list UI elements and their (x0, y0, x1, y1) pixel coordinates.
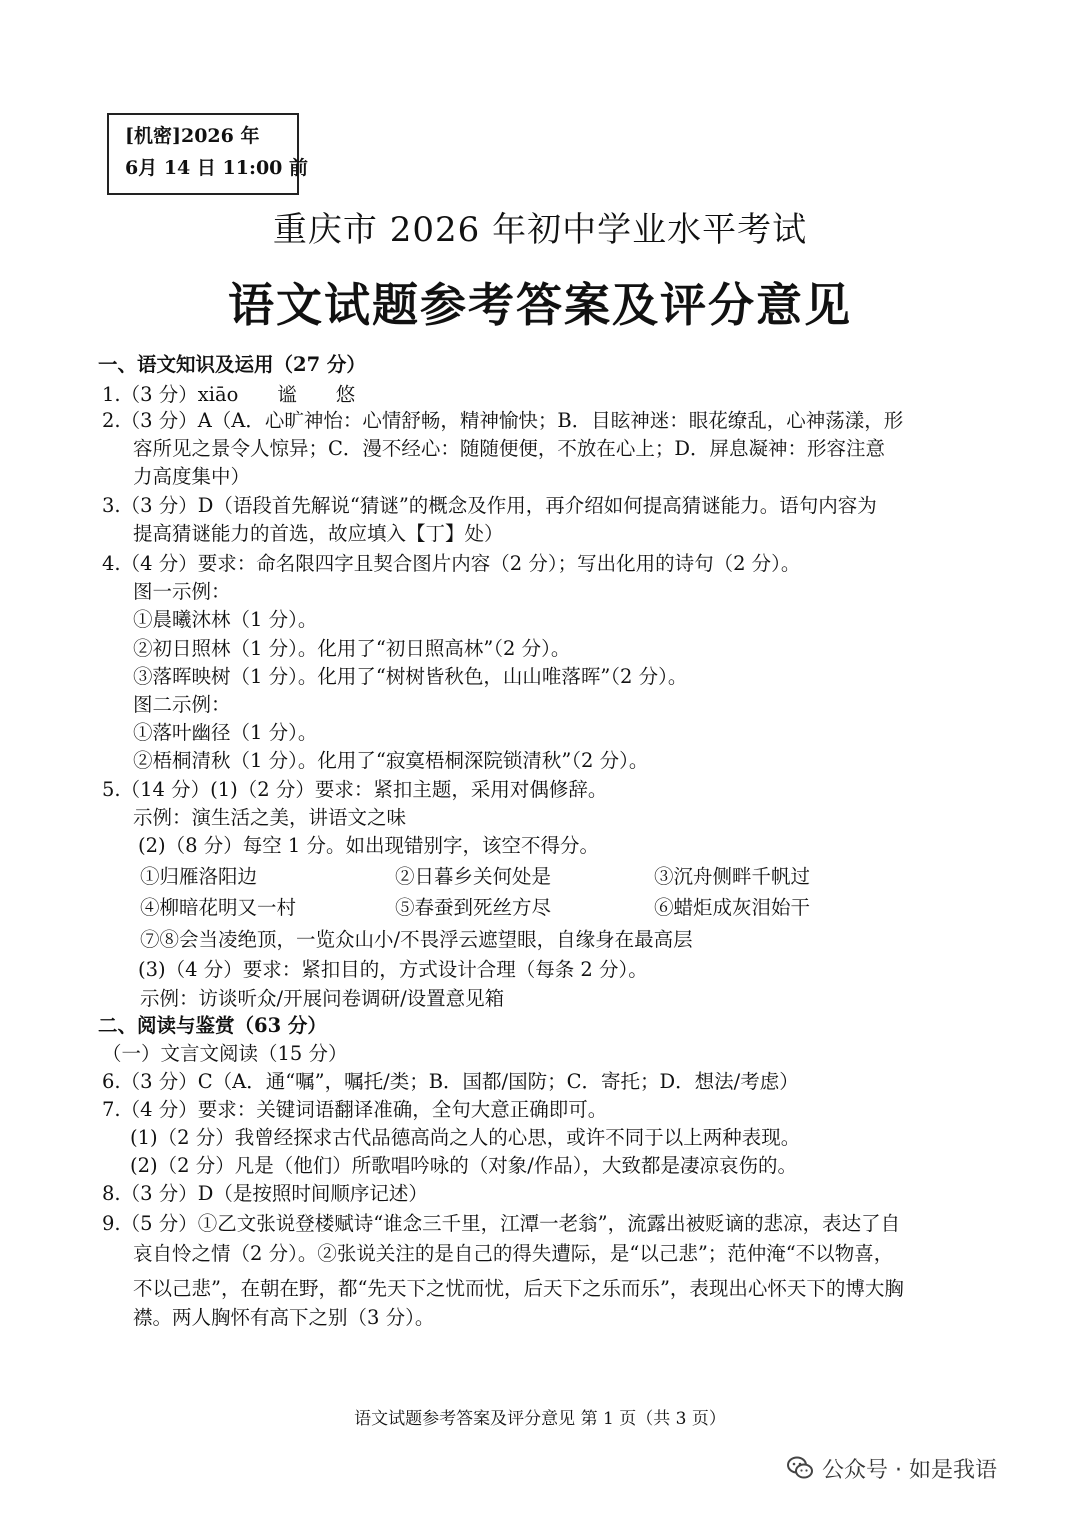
answer-line: 不以己悲”，在朝在野，都“先天下之忧而忧，后天下之乐而乐”，表现出心怀天下的博大胸 (133, 1277, 904, 1300)
document-title: 语文试题参考答案及评分意见 (228, 278, 852, 332)
answer-line: ②初日照林（1 分）。化用了“初日照高林”（2 分）。 (133, 637, 571, 660)
section-heading: 一、语文知识及运用（27 分） (98, 353, 366, 376)
answer-line: 图一示例： (133, 580, 231, 603)
answer-line: 3.（3 分）D（语段首先解说“猜谜”的概念及作用，再介绍如何提高猜谜能力。语句内容为 (102, 494, 877, 517)
confidential-line-1: [机密]2026 年 (125, 125, 260, 147)
subsection-heading: （一）文言文阅读（15 分） (102, 1042, 348, 1065)
answer-line: 9.（5 分）①乙文张说登楼赋诗“谁念三千里，江潭一老翁”，流露出被贬谪的悲凉，表达了自 (102, 1212, 901, 1235)
answer-line: 哀自怜之情（2 分）。②张说关注的是自己的得失遭际，是“以己悲”；范仲淹“不以物喜， (133, 1242, 894, 1265)
page-footer: 语文试题参考答案及评分意见 第 1 页（共 3 页） (354, 1409, 726, 1429)
wechat-icon (786, 1454, 814, 1482)
answer-line: ②梧桐清秋（1 分）。化用了“寂寞梧桐深院锁清秋”（2 分）。 (133, 749, 649, 772)
answer-line: (2)（8 分）每空 1 分。如出现错别字，该空不得分。 (138, 834, 600, 857)
answer-line: 7.（4 分）要求：关键词语翻译准确，全句大意正确即可。 (102, 1098, 608, 1121)
answer-line: (1)（2 分）我曾经探求古代品德高尚之人的心思，或许不同于以上两种表现。 (130, 1126, 801, 1149)
answer-line: 1.（3 分）xiāo 谧 悠 (102, 383, 356, 406)
wechat-watermark (786, 1448, 997, 1488)
answer-line: 示例：访谈听众/开展问卷调研/设置意见箱 (140, 987, 505, 1010)
answer-line: ③落晖映树（1 分）。化用了“树树皆秋色，山山唯落晖”（2 分）。 (133, 665, 688, 688)
answer-line: (2)（2 分）凡是（他们）所歌唱吟咏的（对象/作品），大致都是凄凉哀伤的。 (130, 1154, 798, 1177)
exam-title: 重庆市 2026 年初中学业水平考试 (272, 210, 808, 250)
answer-line: 图二示例： (133, 693, 231, 716)
answer-line: 4.（4 分）要求：命名限四字且契合图片内容（2 分）；写出化用的诗句（2 分）。 (102, 552, 801, 575)
answer-line: 力高度集中） (133, 465, 251, 488)
answer-line: ④柳暗花明又一村 (140, 896, 297, 919)
answer-line: ⑦⑧会当凌绝顶，一览众山小/不畏浮云遮望眼，自缘身在最高层 (140, 928, 693, 951)
answer-line: ③沉舟侧畔千帆过 (654, 865, 811, 888)
answer-line: 8.（3 分）D（是按照时间顺序记述） (102, 1182, 428, 1205)
watermark-text: 公众号 · 如是我语 (822, 1457, 997, 1483)
answer-line: ①归雁洛阳边 (140, 865, 258, 888)
answer-line: ⑥蜡炬成灰泪始干 (654, 896, 811, 919)
answer-line: 5.（14 分）(1)（2 分）要求：紧扣主题，采用对偶修辞。 (102, 778, 608, 801)
answer-line: ②日暮乡关何处是 (395, 865, 552, 888)
section-heading: 二、阅读与鉴赏（63 分） (98, 1014, 327, 1037)
answer-line: ⑤春蚕到死丝方尽 (395, 896, 552, 919)
answer-line: 6.（3 分）C（A．通“嘱”，嘱托/类；B．国都/国防；C．寄托；D．想法/考虑） (102, 1070, 799, 1093)
answer-line: 示例：演生活之美，讲语文之味 (133, 806, 407, 829)
answer-line: 提高猜谜能力的首选，故应填入【丁】处） (133, 522, 504, 545)
answer-line: ①落叶幽径（1 分）。 (133, 721, 318, 744)
confidential-box (107, 113, 309, 195)
answer-line: 容所见之景令人惊异；C．漫不经心：随随便便，不放在心上；D．屏息凝神：形容注意 (133, 437, 886, 460)
answer-line: ①晨曦沐林（1 分）。 (133, 608, 318, 631)
answer-line: 2.（3 分）A（A．心旷神怡：心情舒畅，精神愉快；B．目眩神迷：眼花缭乱，心神荡漾，形 (102, 409, 904, 432)
answer-line: 襟。两人胸怀有高下之别（3 分）。 (133, 1306, 435, 1329)
answer-line: (3)（4 分）要求：紧扣目的，方式设计合理（每条 2 分）。 (138, 958, 648, 981)
confidential-line-2: 6月 14 日 11:00 前 (125, 157, 309, 179)
